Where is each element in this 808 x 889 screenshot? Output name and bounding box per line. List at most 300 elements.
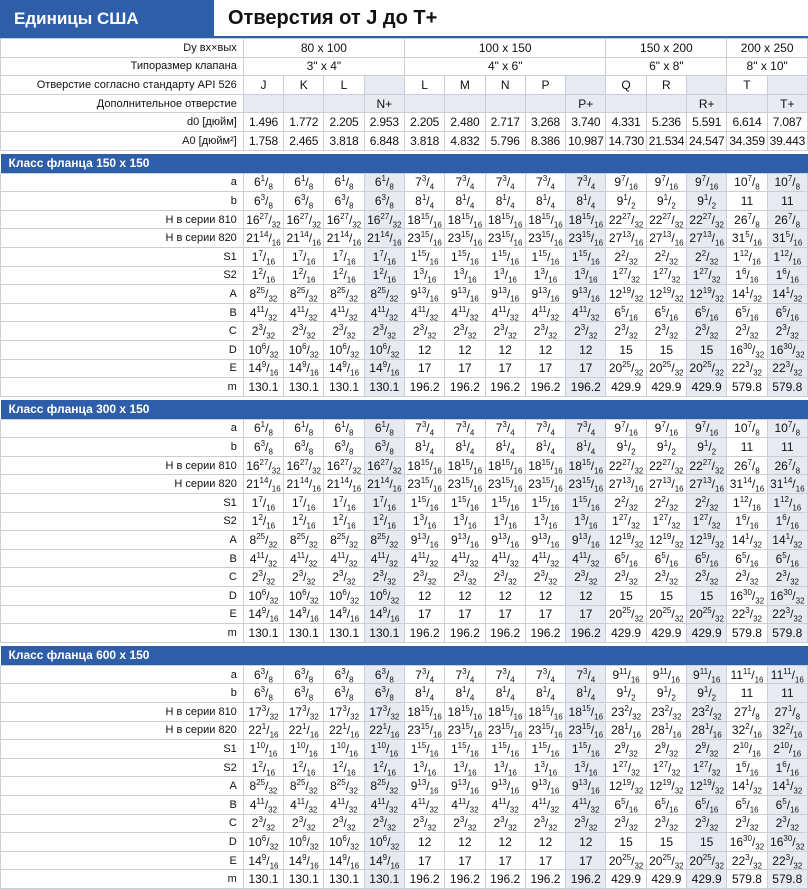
table-cell: $9^7/_{16}$ [687, 419, 727, 438]
table-cell: $18^{15}/_{16}$ [445, 210, 485, 229]
table-cell: 149/16 [324, 851, 364, 870]
table-cell: $12^{19}/_{32}$ [687, 285, 727, 304]
table-cell: 1815/16 [404, 703, 444, 722]
table-row [1, 531, 808, 550]
table-cell: 130.1 [284, 378, 324, 397]
table-row [1, 266, 808, 285]
table-cell: 23/32 [646, 814, 686, 833]
table-cell: $2^3/_{32}$ [243, 322, 283, 341]
table-cell: $10^7/_8$ [727, 173, 767, 192]
table-cell: 429.9 [606, 378, 646, 397]
table-cell [525, 94, 565, 113]
table-cell: 21.534 [646, 131, 686, 150]
table-cell: $1^{15}/_{16}$ [566, 494, 606, 513]
table-cell: $1^{15}/_{16}$ [485, 494, 525, 513]
table-cell: 23/32 [727, 568, 767, 587]
table-cell: $10^6/_{32}$ [364, 340, 404, 359]
table-cell: $18^{15}/_{16}$ [404, 456, 444, 475]
table-cell: 913/16 [566, 531, 606, 550]
table-cell [445, 94, 485, 113]
table-cell: 130.1 [284, 624, 324, 643]
table-row [1, 94, 808, 113]
row-label: Дополнительное отверстие [1, 94, 244, 113]
table-cell: 2025/32 [646, 605, 686, 624]
table-cell: 911/16 [646, 665, 686, 684]
table-cell: $6^1/_8$ [243, 419, 283, 438]
table-cell: 221/16 [364, 721, 404, 740]
table-cell: 3.740 [566, 113, 606, 132]
table-cell: 913/16 [485, 777, 525, 796]
table-cell: $8^1/_4$ [485, 192, 525, 211]
table-cell: 429.9 [646, 624, 686, 643]
table-cell: $18^{15}/_{16}$ [445, 456, 485, 475]
table-cell: 12 [445, 833, 485, 852]
table-cell: $12^{19}/_{32}$ [606, 285, 646, 304]
row-label: C [1, 568, 244, 587]
table-cell: $2^3/_{32}$ [485, 322, 525, 341]
table-cell: 17 [404, 605, 444, 624]
table-cell: 127/32 [606, 512, 646, 531]
table-cell: 173/32 [364, 703, 404, 722]
table-cell: $16^{30}/_{32}$ [767, 340, 807, 359]
table-cell: K [284, 76, 324, 95]
table-cell: 12 [566, 340, 606, 359]
table-cell: $21^{14}/_{16}$ [243, 229, 283, 248]
table-cell: 196.2 [485, 624, 525, 643]
table-cell: 1111/16 [767, 665, 807, 684]
table-cell: $20^{25}/_{32}$ [687, 359, 727, 378]
table-cell: 429.9 [687, 378, 727, 397]
table-cell: 3.268 [525, 113, 565, 132]
table-cell: $22^{27}/_{32}$ [646, 210, 686, 229]
row-label: B [1, 549, 244, 568]
table-cell: 13/16 [485, 758, 525, 777]
table-cell: $1^{15}/_{16}$ [525, 247, 565, 266]
table-cell: 15 [687, 833, 727, 852]
row-label: b [1, 684, 244, 703]
table-cell: $6^3/_8$ [243, 192, 283, 211]
table-cell: 2.717 [485, 113, 525, 132]
table-cell: 17 [525, 359, 565, 378]
row-label: D [1, 340, 244, 359]
table-cell: 127/32 [606, 758, 646, 777]
table-cell: $2^3/_{32}$ [727, 322, 767, 341]
table-cell: $18^{15}/_{16}$ [525, 456, 565, 475]
table-cell: 5.796 [485, 131, 525, 150]
row-label: a [1, 419, 244, 438]
table-cell: $6^1/_8$ [284, 173, 324, 192]
table-cell: $10^6/_{32}$ [284, 340, 324, 359]
table-cell: 2315/16 [566, 721, 606, 740]
table-cell: 221/16 [284, 721, 324, 740]
table-cell: 149/16 [364, 605, 404, 624]
row-label: A [1, 777, 244, 796]
table-cell [243, 94, 283, 113]
table-cell: $22^{27}/_{32}$ [687, 210, 727, 229]
table-cell [364, 76, 404, 95]
table-cell: $6^3/_8$ [364, 438, 404, 457]
table-cell: 24.547 [687, 131, 727, 150]
table-cell: $9^{13}/_{16}$ [445, 285, 485, 304]
table-cell: 149/16 [243, 605, 283, 624]
table-cell: 15 [646, 340, 686, 359]
table-cell: 106/32 [364, 587, 404, 606]
table-cell: $2^3/_{32}$ [324, 322, 364, 341]
table-cell: 115/16 [404, 740, 444, 759]
table-cell: 63/8 [243, 665, 283, 684]
table-cell: $22^{27}/_{32}$ [606, 210, 646, 229]
table-cell: $1^7/_{16}$ [324, 247, 364, 266]
table-cell: $10^7/_8$ [727, 419, 767, 438]
table-row [1, 512, 808, 531]
table-row [1, 285, 808, 304]
table-cell: 15 [646, 587, 686, 606]
table-cell: 73/4 [485, 665, 525, 684]
table-cell: 12 [404, 340, 444, 359]
table-cell: 12 [566, 833, 606, 852]
table-cell: 411/32 [566, 795, 606, 814]
table-cell: 11 [727, 192, 767, 211]
table-row [1, 229, 808, 248]
table-cell: 196.2 [525, 870, 565, 889]
table-cell: $21^{14}/_{16}$ [364, 475, 404, 494]
table-cell: 411/32 [566, 549, 606, 568]
row-label: H в серии 820 [1, 229, 244, 248]
row-label: S2 [1, 758, 244, 777]
table-cell: T+ [767, 94, 807, 113]
table-cell: 2315/16 [485, 721, 525, 740]
table-cell [324, 94, 364, 113]
table-cell: 65/16 [606, 549, 646, 568]
table-cell: 1219/32 [646, 531, 686, 550]
table-cell: $9^{13}/_{16}$ [404, 285, 444, 304]
table-row [1, 684, 808, 703]
table-cell: 2.953 [364, 113, 404, 132]
table-cell: 106/32 [284, 833, 324, 852]
table-row [1, 303, 808, 322]
table-cell: $31^5/_{16}$ [767, 229, 807, 248]
table-cell [606, 94, 646, 113]
row-label: b [1, 192, 244, 211]
table-cell: 81/4 [404, 684, 444, 703]
section-title: Класс фланца 600 x 150 [1, 646, 808, 666]
table-cell: 223/32 [767, 851, 807, 870]
table-cell: 17 [404, 851, 444, 870]
table-cell: 12/16 [284, 512, 324, 531]
table-cell: $31^{14}/_{16}$ [767, 475, 807, 494]
table-cell: $27^{13}/_{16}$ [646, 229, 686, 248]
table-cell: $9^{13}/_{16}$ [485, 285, 525, 304]
size-group-cell: 4" x 6" [404, 57, 605, 76]
table-cell: 196.2 [566, 870, 606, 889]
table-cell: N+ [364, 94, 404, 113]
table-cell: 65/16 [687, 795, 727, 814]
table-cell: T [727, 76, 767, 95]
table-cell: $23^{15}/_{16}$ [525, 229, 565, 248]
table-row [1, 39, 808, 58]
table-cell: 16/16 [767, 512, 807, 531]
table-cell: 13/16 [566, 758, 606, 777]
table-cell: $4^{11}/_{32}$ [525, 303, 565, 322]
table-cell: 1219/32 [606, 777, 646, 796]
table-cell [727, 94, 767, 113]
row-label: H в серии 810 [1, 210, 244, 229]
table-cell: $8^1/_4$ [445, 192, 485, 211]
table-cell: 1815/16 [525, 703, 565, 722]
table-cell: 411/32 [404, 549, 444, 568]
table-cell: $2^3/_{32}$ [445, 322, 485, 341]
table-cell: $16^{27}/_{32}$ [324, 456, 364, 475]
table-cell: 12 [404, 833, 444, 852]
table-cell: $9^7/_{16}$ [606, 419, 646, 438]
row-label: D [1, 587, 244, 606]
table-cell: 2.480 [445, 113, 485, 132]
table-cell: 106/32 [243, 833, 283, 852]
table-cell: $16^{27}/_{32}$ [324, 210, 364, 229]
table-cell: 23/32 [606, 814, 646, 833]
table-cell: 1.758 [243, 131, 283, 150]
table-cell: $23^{15}/_{16}$ [445, 475, 485, 494]
table-cell: 913/16 [445, 777, 485, 796]
row-label: H в серии 810 [1, 456, 244, 475]
table-cell: $2^3/_{32}$ [364, 322, 404, 341]
table-cell: $1^3/_{16}$ [445, 266, 485, 285]
table-cell: $1^7/_{16}$ [364, 247, 404, 266]
table-cell: $9^1/_2$ [646, 192, 686, 211]
table-cell: 6.614 [727, 113, 767, 132]
table-cell: 196.2 [525, 624, 565, 643]
table-cell: $2^3/_{32}$ [566, 322, 606, 341]
table-cell: 429.9 [646, 378, 686, 397]
units-title: Единицы США [0, 0, 214, 38]
row-label: b [1, 438, 244, 457]
table-cell: $16^{30}/_{32}$ [727, 340, 767, 359]
table-cell: 23/32 [243, 568, 283, 587]
table-cell: 11 [767, 684, 807, 703]
table-cell: 12/16 [284, 758, 324, 777]
table-cell: $4^{11}/_{32}$ [284, 303, 324, 322]
table-cell: 23/32 [525, 814, 565, 833]
table-cell: 11 [727, 438, 767, 457]
table-cell: 23/32 [364, 814, 404, 833]
table-cell: $9^{13}/_{16}$ [525, 285, 565, 304]
table-cell: 22/32 [646, 494, 686, 513]
table-cell: 322/16 [727, 721, 767, 740]
table-cell: 411/32 [445, 795, 485, 814]
table-cell: 12 [485, 833, 525, 852]
table-cell: 271/8 [727, 703, 767, 722]
row-label: S2 [1, 266, 244, 285]
table-cell: $1^{15}/_{16}$ [404, 247, 444, 266]
table-cell: $2^3/_{32}$ [687, 322, 727, 341]
table-row [1, 870, 808, 889]
table-cell: 223/32 [767, 605, 807, 624]
table-cell: 429.9 [646, 870, 686, 889]
table-cell [284, 94, 324, 113]
table-cell: $8^1/_4$ [525, 438, 565, 457]
table-cell: 579.8 [727, 624, 767, 643]
page-title: Отверстия от J до T+ [214, 0, 808, 38]
table-cell: 429.9 [606, 624, 646, 643]
row-label: A0 [дюйм²] [1, 131, 244, 150]
table-cell: 579.8 [727, 870, 767, 889]
table-cell: $16^{27}/_{32}$ [284, 210, 324, 229]
section-header [1, 400, 808, 420]
table-cell: 110/16 [243, 740, 283, 759]
row-label: m [1, 624, 244, 643]
table-cell: 322/16 [767, 721, 807, 740]
table-row [1, 795, 808, 814]
table-cell: 12/16 [243, 758, 283, 777]
table-cell: 411/32 [485, 549, 525, 568]
table-cell: 63/8 [324, 665, 364, 684]
table-cell: 5.591 [687, 113, 727, 132]
table-cell: 411/32 [485, 795, 525, 814]
table-cell: 11 [767, 192, 807, 211]
table-cell: 1.772 [284, 113, 324, 132]
table-cell: 23/32 [324, 568, 364, 587]
table-cell: 23/32 [324, 814, 364, 833]
table-cell: $1^6/_{16}$ [727, 266, 767, 285]
table-cell: $9^{13}/_{16}$ [566, 285, 606, 304]
table-cell: 23/32 [767, 814, 807, 833]
table-row [1, 247, 808, 266]
row-label: A [1, 531, 244, 550]
table-cell: 65/16 [687, 549, 727, 568]
table-cell: $4^{11}/_{32}$ [404, 303, 444, 322]
table-cell: 11 [767, 438, 807, 457]
table-cell: $9^1/_2$ [606, 438, 646, 457]
table-cell: $6^5/_{16}$ [767, 303, 807, 322]
table-cell: $18^{15}/_{16}$ [566, 210, 606, 229]
table-cell: 15 [646, 833, 686, 852]
table-cell: $7^3/_4$ [566, 419, 606, 438]
table-cell: $6^3/_8$ [364, 192, 404, 211]
table-cell: 17 [566, 359, 606, 378]
table-cell: 1219/32 [606, 531, 646, 550]
table-cell: $1^{15}/_{16}$ [525, 494, 565, 513]
table-cell: 63/8 [364, 684, 404, 703]
table-cell: $8^1/_4$ [566, 192, 606, 211]
table-cell: 73/4 [445, 665, 485, 684]
table-cell: $23^{15}/_{16}$ [445, 229, 485, 248]
table-cell: 196.2 [445, 378, 485, 397]
table-cell: 15 [687, 587, 727, 606]
row-label: S2 [1, 512, 244, 531]
table-cell: 1219/32 [646, 777, 686, 796]
table-cell: 149/16 [284, 851, 324, 870]
row-label: S1 [1, 247, 244, 266]
table-cell: 17 [445, 605, 485, 624]
table-cell: 1630/32 [767, 833, 807, 852]
row-label: E [1, 359, 244, 378]
table-cell: $2^3/_{32}$ [525, 322, 565, 341]
table-cell [566, 76, 606, 95]
table-cell: 141/32 [767, 777, 807, 796]
table-cell: 12 [445, 340, 485, 359]
table-cell: 17 [485, 359, 525, 378]
table-cell: 196.2 [566, 624, 606, 643]
table-cell: 13/16 [445, 758, 485, 777]
table-cell: 115/16 [566, 740, 606, 759]
row-label: Отверстие согласно стандарту API 526 [1, 76, 244, 95]
table-cell: 91/2 [646, 684, 686, 703]
table-cell: 223/32 [727, 605, 767, 624]
table-cell: 429.9 [606, 870, 646, 889]
table-cell: $21^{14}/_{16}$ [284, 475, 324, 494]
table-cell: $7^3/_4$ [485, 419, 525, 438]
table-cell: $2^3/_{32}$ [284, 322, 324, 341]
table-row [1, 438, 808, 457]
table-cell: 1630/32 [727, 833, 767, 852]
table-cell: 65/16 [646, 549, 686, 568]
table-cell: $21^{14}/_{16}$ [324, 475, 364, 494]
table-cell: 411/32 [364, 549, 404, 568]
table-row [1, 740, 808, 759]
table-cell: 106/32 [284, 587, 324, 606]
table-cell: $1^3/_{16}$ [404, 266, 444, 285]
row-label: E [1, 851, 244, 870]
table-cell: $4^{11}/_{32}$ [445, 303, 485, 322]
table-cell: 196.2 [485, 378, 525, 397]
table-cell: 110/16 [364, 740, 404, 759]
table-cell: $6^1/_8$ [243, 173, 283, 192]
table-cell: 6.848 [364, 131, 404, 150]
table-cell: 1630/32 [727, 587, 767, 606]
table-cell [687, 76, 727, 95]
table-cell: 12/16 [364, 512, 404, 531]
table-cell [485, 94, 525, 113]
table-cell: 63/8 [243, 684, 283, 703]
table-cell: $14^1/_{32}$ [727, 285, 767, 304]
table-cell: 23/32 [767, 568, 807, 587]
size-group-cell: 8" x 10" [727, 57, 808, 76]
table-cell: $8^1/_4$ [525, 192, 565, 211]
table-cell: $1^3/_{16}$ [525, 266, 565, 285]
table-cell: 17 [485, 851, 525, 870]
table-cell: $10^7/_8$ [767, 419, 807, 438]
table-cell: 16/16 [767, 758, 807, 777]
table-cell: 15 [687, 340, 727, 359]
table-row [1, 322, 808, 341]
table-cell: 173/32 [284, 703, 324, 722]
section-title: Класс фланца 150 x 150 [1, 154, 808, 174]
table-cell: $23^{15}/_{16}$ [485, 229, 525, 248]
table-cell: 23/32 [445, 814, 485, 833]
table-cell: $27^{13}/_{16}$ [606, 229, 646, 248]
table-cell: 29/32 [687, 740, 727, 759]
section-title: Класс фланца 300 x 150 [1, 400, 808, 420]
size-group-cell: 200 x 250 [727, 39, 808, 58]
table-row [1, 549, 808, 568]
size-group-cell: 80 x 100 [243, 39, 404, 58]
table-row [1, 758, 808, 777]
section-header [1, 646, 808, 666]
table-cell: 196.2 [525, 378, 565, 397]
document-header [0, 0, 808, 38]
table-cell: 106/32 [324, 833, 364, 852]
table-cell: $2^3/_{32}$ [606, 322, 646, 341]
table-cell: 411/32 [243, 549, 283, 568]
table-cell: 130.1 [324, 378, 364, 397]
table-cell: $1^7/_{16}$ [364, 494, 404, 513]
row-label: H в серии 820 [1, 721, 244, 740]
table-cell: $1^3/_{16}$ [485, 266, 525, 285]
table-cell: 12 [525, 340, 565, 359]
table-cell: 130.1 [284, 870, 324, 889]
table-cell: M [445, 76, 485, 95]
table-cell: 106/32 [243, 587, 283, 606]
